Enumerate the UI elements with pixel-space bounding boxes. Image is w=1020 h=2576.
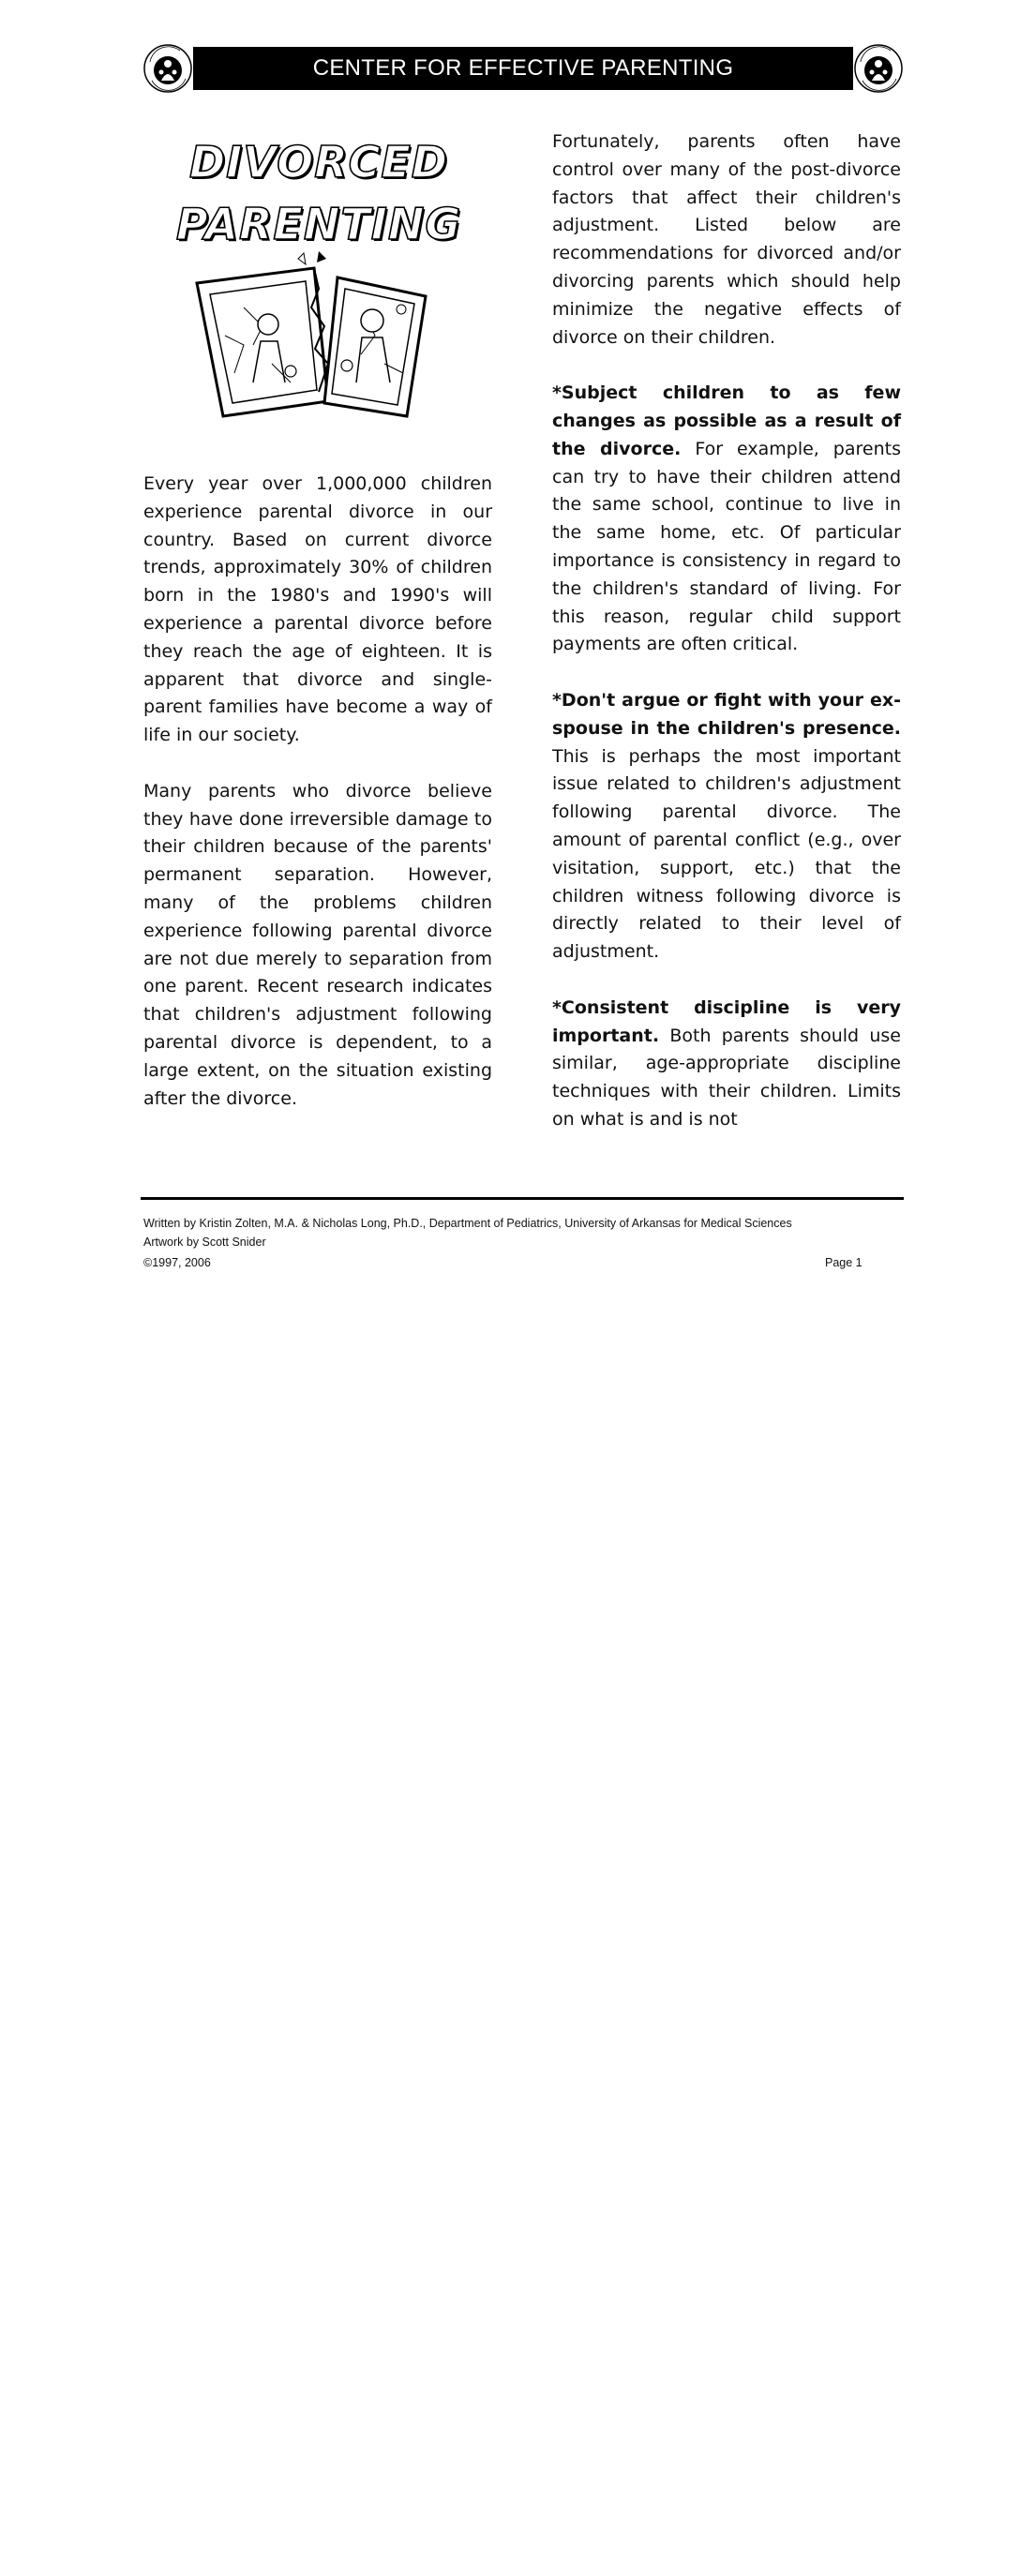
footer-divider	[141, 1197, 904, 1200]
research-paragraph: Many parents who divorce believe they have done irreversible damage to their children because of the parents' permanent separation. However, many of the problems children experience following parental divorce are not due merely to separation from one parent. Recent research indicates that children's adjustment following parental divorce is dependent, to a large extent, on the situation existing after the divorce.	[143, 780, 492, 1109]
right-text-column	[552, 128, 901, 1161]
document-title-line-1: DIVORCED	[189, 137, 448, 187]
document-title-line-2: PARENTING	[175, 199, 462, 249]
tip-heading-conflict: *Don't argue or fight with your ex-spouse in the children's presence.	[552, 689, 901, 739]
page-number: Page 1	[825, 1256, 862, 1269]
footer-artwork-credit: Artwork by Scott Snider	[143, 1236, 266, 1249]
organization-logo-icon	[142, 43, 193, 94]
tip-body-discipline: Both parents should use similar, age-appropriate discipline techniques with their children. Limits on what is and is not	[552, 1025, 901, 1130]
broken-frame-illustration-icon	[188, 251, 441, 420]
intro-paragraph: Every year over 1,000,000 children experience parental divorce in our country. Based on current divorce trends, approximately 30% of children born in the 1980's and 1990's will experience a parental divorce before they reach the age of eighteen. It is apparent that divorce and single-parent families have become a way of life in our society.	[143, 473, 492, 746]
left-text-column	[143, 471, 492, 1141]
tip-paragraph-changes	[552, 380, 901, 659]
tip-body-changes: For example, parents can try to have their children attend the same school, continue to live in the same home, etc. Of particular importance is consistency in regard to the children's standard of living. For this reason, regular child support payments are often critical.	[552, 438, 901, 655]
header-banner-text: CENTER FOR EFFECTIVE PARENTING	[312, 55, 734, 81]
tip-paragraph-conflict	[552, 687, 901, 966]
tip-heading-changes: *Subject children to as few changes as possible as a result of the divorce.	[552, 382, 901, 459]
recommendations-intro-paragraph: Fortunately, parents often have control over many of the post-divorce factors that affect their children's adjustment. Listed below are recommendations for divorced and/or divorcing parents which should help minimize the negative effects of divorce on their children.	[552, 131, 901, 348]
footer-authors: Written by Kristin Zolten, M.A. & Nicholas Long, Ph.D., Department of Pediatrics, University of Arkansas for Medical Sciences	[143, 1217, 792, 1230]
tip-paragraph-discipline	[552, 995, 901, 1134]
organization-logo-icon	[853, 43, 904, 94]
footer-copyright: ©1997, 2006	[143, 1256, 211, 1269]
tip-heading-discipline: *Consistent discipline is very important.	[552, 996, 901, 1046]
tip-body-conflict: This is perhaps the most important issue related to children's adjustment following parental divorce. The amount of parental conflict (e.g., over visitation, support, etc.) that the children witness following divorce is directly related to their level of adjustment.	[552, 745, 901, 963]
header-banner	[193, 47, 853, 90]
